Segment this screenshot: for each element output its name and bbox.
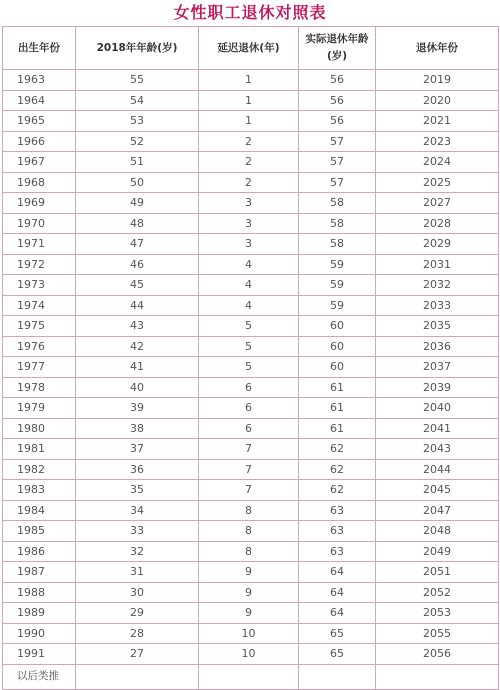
cell-delay-years: 4 [199, 275, 299, 296]
cell-age-2018: 27 [76, 644, 199, 665]
page-title: 女性职工退休对照表 [173, 3, 327, 22]
cell-age-2018: 36 [76, 459, 199, 480]
cell-retire-year: 2024 [376, 152, 499, 173]
table-row [3, 480, 499, 501]
table-row [3, 377, 499, 398]
cell-birth-year: 1988 [3, 582, 76, 603]
cell-age-2018: 47 [76, 234, 199, 255]
cell-birth-year: 1978 [3, 377, 76, 398]
table-row [3, 90, 499, 111]
cell-retire-year: 2048 [376, 521, 499, 542]
cell-retire-year: 2032 [376, 275, 499, 296]
cell-actual-retire-age: 63 [299, 521, 376, 542]
cell-actual-retire-age: 64 [299, 582, 376, 603]
cell-retire-year: 2051 [376, 562, 499, 583]
cell-actual-retire-age: 56 [299, 90, 376, 111]
cell-age-2018: 49 [76, 193, 199, 214]
cell-actual-retire-age: 58 [299, 213, 376, 234]
cell-birth-year: 1966 [3, 131, 76, 152]
cell-delay-years: 3 [199, 193, 299, 214]
cell-retire-year: 2020 [376, 90, 499, 111]
header-retire-year: 退休年份 [376, 27, 499, 70]
cell-retire-year: 2035 [376, 316, 499, 337]
cell-age-2018: 28 [76, 623, 199, 644]
cell-age-2018: 33 [76, 521, 199, 542]
table-row [3, 644, 499, 665]
cell-delay-years: 1 [199, 90, 299, 111]
cell-actual-retire-age: 57 [299, 152, 376, 173]
cell-birth-year: 1972 [3, 254, 76, 275]
table-header [3, 27, 499, 70]
cell-delay-years: 3 [199, 234, 299, 255]
cell-birth-year: 1986 [3, 541, 76, 562]
table-row [3, 131, 499, 152]
table-row [3, 562, 499, 583]
table-row [3, 582, 499, 603]
cell-delay-years: 9 [199, 562, 299, 583]
cell-age-2018: 43 [76, 316, 199, 337]
cell-birth-year: 1974 [3, 295, 76, 316]
cell-retire-year: 2044 [376, 459, 499, 480]
table-row [3, 398, 499, 419]
cell-delay-years: 4 [199, 254, 299, 275]
cell-retire-year: 2033 [376, 295, 499, 316]
cell-age-2018: 38 [76, 418, 199, 439]
table-row [3, 623, 499, 644]
cell-retire-year: 2052 [376, 582, 499, 603]
cell-retire-year: 2039 [376, 377, 499, 398]
cell-birth-year: 1971 [3, 234, 76, 255]
table-row [3, 603, 499, 624]
cell-actual-retire-age: 60 [299, 336, 376, 357]
cell-age-2018: 45 [76, 275, 199, 296]
footnote-text: 以后类推 [3, 664, 76, 689]
cell-retire-year: 2028 [376, 213, 499, 234]
footnote-empty-cell [199, 664, 299, 689]
cell-birth-year: 1973 [3, 275, 76, 296]
cell-actual-retire-age: 65 [299, 623, 376, 644]
cell-birth-year: 1963 [3, 70, 76, 91]
cell-delay-years: 9 [199, 603, 299, 624]
cell-delay-years: 8 [199, 500, 299, 521]
cell-age-2018: 50 [76, 172, 199, 193]
table-row [3, 357, 499, 378]
cell-retire-year: 2040 [376, 398, 499, 419]
cell-age-2018: 39 [76, 398, 199, 419]
cell-retire-year: 2049 [376, 541, 499, 562]
retirement-table [2, 26, 499, 690]
cell-delay-years: 5 [199, 357, 299, 378]
cell-delay-years: 4 [199, 295, 299, 316]
table-row [3, 316, 499, 337]
table-row [3, 439, 499, 460]
cell-delay-years: 5 [199, 316, 299, 337]
cell-age-2018: 32 [76, 541, 199, 562]
cell-retire-year: 2031 [376, 254, 499, 275]
cell-age-2018: 34 [76, 500, 199, 521]
cell-age-2018: 44 [76, 295, 199, 316]
cell-retire-year: 2043 [376, 439, 499, 460]
cell-delay-years: 3 [199, 213, 299, 234]
cell-delay-years: 7 [199, 459, 299, 480]
cell-birth-year: 1970 [3, 213, 76, 234]
cell-age-2018: 37 [76, 439, 199, 460]
cell-delay-years: 6 [199, 418, 299, 439]
cell-birth-year: 1982 [3, 459, 76, 480]
cell-delay-years: 2 [199, 172, 299, 193]
cell-actual-retire-age: 61 [299, 398, 376, 419]
table-row [3, 500, 499, 521]
cell-retire-year: 2023 [376, 131, 499, 152]
cell-actual-retire-age: 59 [299, 295, 376, 316]
cell-age-2018: 30 [76, 582, 199, 603]
header-row [3, 27, 499, 70]
cell-birth-year: 1989 [3, 603, 76, 624]
cell-age-2018: 29 [76, 603, 199, 624]
cell-birth-year: 1979 [3, 398, 76, 419]
cell-retire-year: 2041 [376, 418, 499, 439]
cell-retire-year: 2027 [376, 193, 499, 214]
header-birth-year: 出生年份 [3, 27, 76, 70]
cell-delay-years: 1 [199, 70, 299, 91]
cell-birth-year: 1967 [3, 152, 76, 173]
table-row [3, 111, 499, 132]
cell-delay-years: 2 [199, 131, 299, 152]
cell-retire-year: 2037 [376, 357, 499, 378]
cell-delay-years: 6 [199, 377, 299, 398]
cell-actual-retire-age: 64 [299, 562, 376, 583]
table-row [3, 193, 499, 214]
cell-age-2018: 46 [76, 254, 199, 275]
table-row [3, 336, 499, 357]
table-row [3, 459, 499, 480]
cell-retire-year: 2053 [376, 603, 499, 624]
cell-actual-retire-age: 64 [299, 603, 376, 624]
table-row [3, 213, 499, 234]
table-row [3, 172, 499, 193]
table-row [3, 541, 499, 562]
cell-actual-retire-age: 63 [299, 541, 376, 562]
cell-age-2018: 40 [76, 377, 199, 398]
cell-birth-year: 1975 [3, 316, 76, 337]
table-row [3, 234, 499, 255]
cell-birth-year: 1987 [3, 562, 76, 583]
cell-age-2018: 31 [76, 562, 199, 583]
table-row [3, 275, 499, 296]
cell-delay-years: 8 [199, 541, 299, 562]
cell-actual-retire-age: 56 [299, 70, 376, 91]
cell-birth-year: 1981 [3, 439, 76, 460]
cell-actual-retire-age: 62 [299, 480, 376, 501]
footnote-empty-cell [76, 664, 199, 689]
cell-retire-year: 2025 [376, 172, 499, 193]
cell-actual-retire-age: 60 [299, 316, 376, 337]
cell-actual-retire-age: 58 [299, 234, 376, 255]
table-row [3, 295, 499, 316]
cell-birth-year: 1977 [3, 357, 76, 378]
cell-age-2018: 35 [76, 480, 199, 501]
cell-birth-year: 1964 [3, 90, 76, 111]
cell-actual-retire-age: 59 [299, 254, 376, 275]
cell-delay-years: 7 [199, 480, 299, 501]
table-row [3, 254, 499, 275]
header-delay-years: 延迟退休(年) [199, 27, 299, 70]
cell-age-2018: 55 [76, 70, 199, 91]
cell-retire-year: 2019 [376, 70, 499, 91]
cell-age-2018: 53 [76, 111, 199, 132]
table-row [3, 418, 499, 439]
cell-birth-year: 1984 [3, 500, 76, 521]
cell-retire-year: 2036 [376, 336, 499, 357]
table-row [3, 521, 499, 542]
cell-age-2018: 52 [76, 131, 199, 152]
cell-retire-year: 2021 [376, 111, 499, 132]
cell-actual-retire-age: 56 [299, 111, 376, 132]
header-actual-retire-age: 实际退休年龄(岁) [299, 27, 376, 70]
cell-delay-years: 10 [199, 644, 299, 665]
cell-age-2018: 48 [76, 213, 199, 234]
cell-birth-year: 1991 [3, 644, 76, 665]
cell-birth-year: 1976 [3, 336, 76, 357]
cell-actual-retire-age: 62 [299, 439, 376, 460]
cell-delay-years: 7 [199, 439, 299, 460]
cell-birth-year: 1985 [3, 521, 76, 542]
cell-delay-years: 10 [199, 623, 299, 644]
cell-birth-year: 1990 [3, 623, 76, 644]
cell-actual-retire-age: 57 [299, 131, 376, 152]
cell-retire-year: 2056 [376, 644, 499, 665]
cell-retire-year: 2047 [376, 500, 499, 521]
cell-actual-retire-age: 63 [299, 500, 376, 521]
cell-birth-year: 1968 [3, 172, 76, 193]
cell-age-2018: 42 [76, 336, 199, 357]
cell-age-2018: 54 [76, 90, 199, 111]
cell-actual-retire-age: 57 [299, 172, 376, 193]
table-body [3, 70, 499, 690]
cell-birth-year: 1969 [3, 193, 76, 214]
cell-delay-years: 2 [199, 152, 299, 173]
cell-birth-year: 1965 [3, 111, 76, 132]
footnote-empty-cell [376, 664, 499, 689]
cell-delay-years: 5 [199, 336, 299, 357]
cell-actual-retire-age: 61 [299, 418, 376, 439]
cell-delay-years: 8 [199, 521, 299, 542]
cell-actual-retire-age: 59 [299, 275, 376, 296]
cell-actual-retire-age: 58 [299, 193, 376, 214]
cell-delay-years: 6 [199, 398, 299, 419]
cell-actual-retire-age: 65 [299, 644, 376, 665]
cell-age-2018: 41 [76, 357, 199, 378]
cell-birth-year: 1983 [3, 480, 76, 501]
cell-actual-retire-age: 62 [299, 459, 376, 480]
cell-retire-year: 2029 [376, 234, 499, 255]
table-row [3, 152, 499, 173]
cell-delay-years: 9 [199, 582, 299, 603]
cell-actual-retire-age: 60 [299, 357, 376, 378]
cell-retire-year: 2045 [376, 480, 499, 501]
footnote-row [3, 664, 499, 689]
cell-actual-retire-age: 61 [299, 377, 376, 398]
footnote-empty-cell [299, 664, 376, 689]
cell-retire-year: 2055 [376, 623, 499, 644]
cell-age-2018: 51 [76, 152, 199, 173]
header-age-2018: 2018年年龄(岁) [76, 27, 199, 70]
cell-birth-year: 1980 [3, 418, 76, 439]
table-row [3, 70, 499, 91]
cell-delay-years: 1 [199, 111, 299, 132]
